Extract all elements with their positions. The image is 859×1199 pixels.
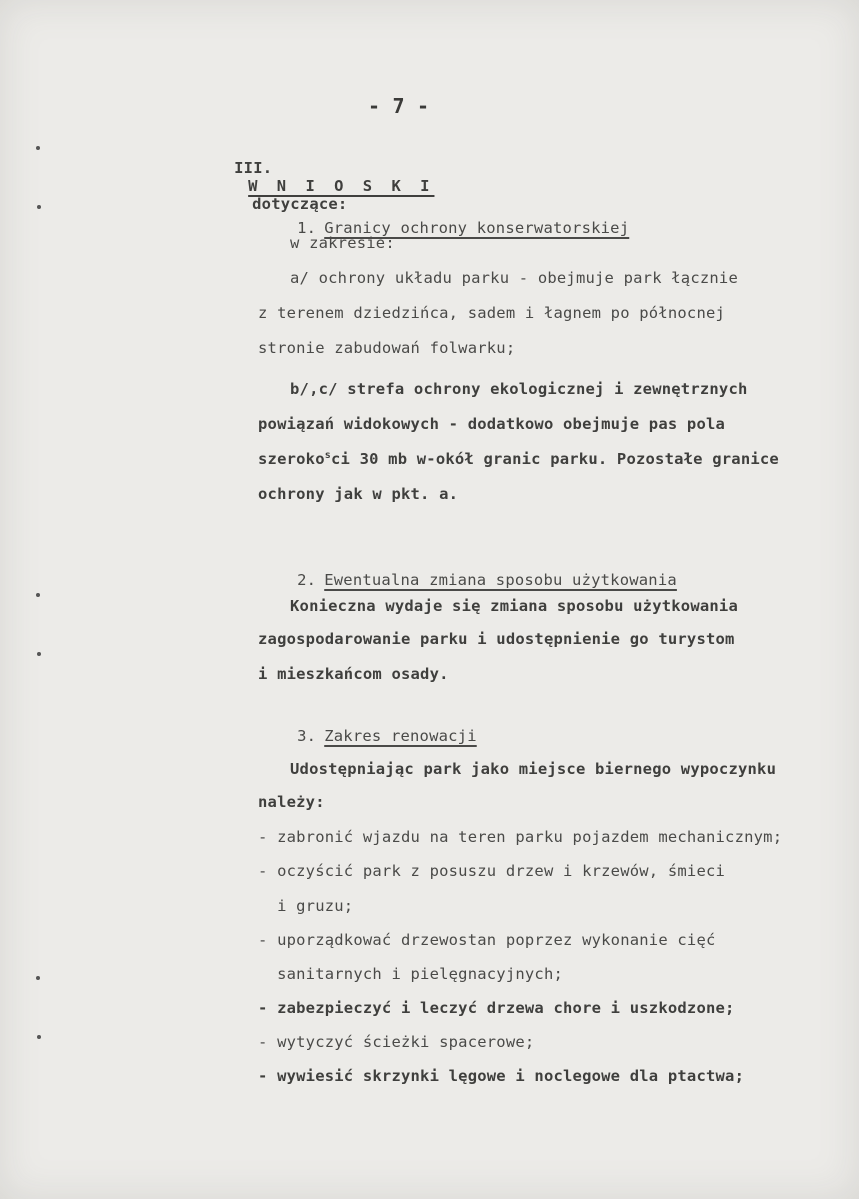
- b-line3-start: szeroko: [258, 450, 325, 468]
- section3-item: i gruzu;: [258, 897, 354, 915]
- b-line3-sup: s: [324, 450, 331, 461]
- margin-mark: [36, 976, 40, 980]
- b-line3-end: ci 30 mb w-okół granic parku. Pozostałe granice: [330, 450, 779, 468]
- section3-intro-line: należy:: [258, 793, 325, 811]
- heading-numeral: III.: [234, 159, 273, 177]
- heading-title: W N I O S K I: [248, 177, 435, 195]
- section1-a-line: z terenem dziedzińca, sadem i łagnem po północnej: [258, 304, 726, 322]
- margin-mark: [37, 652, 41, 656]
- section2-line: i mieszkańcom osady.: [258, 665, 449, 683]
- section3-item: sanitarnych i pielęgnacyjnych;: [258, 965, 564, 983]
- section2-title: Ewentualna zmiana sposobu użytkowania: [324, 571, 677, 589]
- heading-suffix: dotyczące:: [252, 195, 348, 213]
- section3-number: 3.: [297, 727, 317, 745]
- section1-b-line: b/,c/ strefa ochrony ekologicznej i zewnętrznych: [290, 380, 748, 398]
- section3-item: - zabronić wjazdu na teren parku pojazdem mechanicznym;: [258, 828, 783, 846]
- margin-mark: [36, 593, 40, 597]
- section3-item: - oczyścić park z posuszu drzew i krzewów, śmieci: [258, 862, 726, 880]
- section1-a-line: a/ ochrony układu parku - obejmuje park łącznie: [290, 269, 738, 287]
- section3-item: - uporządkować drzewostan poprzez wykonanie cięć: [258, 931, 716, 949]
- section2-line: zagospodarowanie parku i udostępnienie go turystom: [258, 630, 735, 648]
- section3-item: - wytyczyć ścieżki spacerowe;: [258, 1033, 535, 1051]
- section1-number: 1.: [297, 219, 317, 237]
- section3-item: - wywiesić skrzynki lęgowe i noclegowe dla ptactwa;: [258, 1067, 745, 1085]
- section3-intro-line: Udostępniając park jako miejsce biernego wypoczynku: [290, 760, 777, 778]
- section1-b-line: ochrony jak w pkt. a.: [258, 485, 459, 503]
- section1-intro: w zakresie:: [290, 234, 395, 252]
- margin-mark: [37, 205, 41, 209]
- margin-mark: [37, 1035, 41, 1039]
- section2-number: 2.: [297, 571, 317, 589]
- section1-title: Granicy ochrony konserwatorskiej: [324, 219, 630, 237]
- section3-title: Zakres renowacji: [324, 727, 477, 745]
- section3-title-line: [259, 709, 477, 763]
- section1-b-line: powiązań widokowych - dodatkowo obejmuje pas pola: [258, 415, 726, 433]
- section1-a-line: stronie zabudowań folwarku;: [258, 339, 516, 357]
- section1-b-line: [258, 450, 779, 468]
- page-number: - 7 -: [368, 94, 430, 118]
- margin-mark: [36, 146, 40, 150]
- section2-line: Konieczna wydaje się zmiana sposobu użytkowania: [290, 597, 738, 615]
- section3-item: - zabezpieczyć i leczyć drzewa chore i uszkodzone;: [258, 999, 735, 1017]
